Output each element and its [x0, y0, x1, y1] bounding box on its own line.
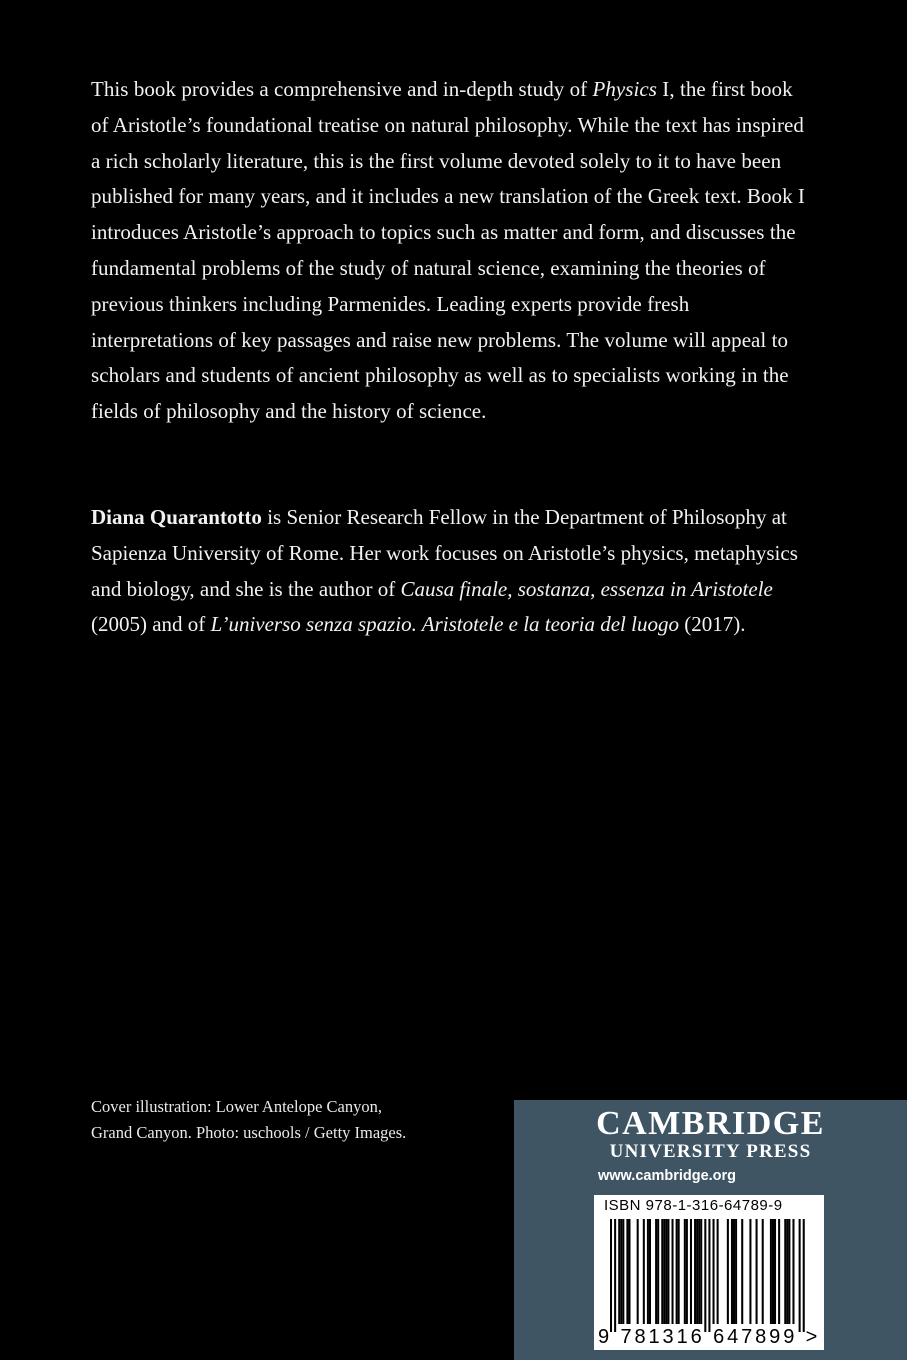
- barcode-bar: [676, 1219, 678, 1324]
- barcode-digits: 9 781316 647899 >: [598, 1326, 821, 1348]
- barcode-bar: [770, 1219, 772, 1324]
- barcode-bar: [626, 1219, 628, 1324]
- barcode-bar: [665, 1219, 667, 1324]
- barcode-box: [594, 1195, 824, 1350]
- barcode-bar: [614, 1219, 616, 1332]
- barcode-bar: [663, 1219, 665, 1324]
- barcode-bar: [667, 1219, 669, 1324]
- barcode-bar: [610, 1219, 612, 1332]
- barcode-bar: [661, 1219, 663, 1324]
- isbn-label: ISBN 978-1-316-64789-9: [604, 1197, 783, 1214]
- bio-text-1: is Senior Research Fellow in the Department of Philosophy at Sapienza University of Rome. Her work focuses on Aristotle’s physics, metaphysics and biology, and she is the author of: [91, 505, 798, 601]
- barcode-bar: [708, 1219, 710, 1332]
- barcode-bar: [735, 1219, 737, 1324]
- publisher-panel: [514, 1100, 907, 1360]
- description-text-start: This book provides a comprehensive and in-depth study of: [91, 77, 593, 101]
- barcode-bar: [762, 1219, 764, 1324]
- barcode-bar: [774, 1219, 776, 1324]
- barcode-bar: [643, 1219, 645, 1324]
- publisher-url: www.cambridge.org: [598, 1168, 737, 1184]
- barcode-bar: [696, 1219, 698, 1324]
- barcode-bar: [672, 1219, 674, 1324]
- barcode-bar: [799, 1219, 801, 1332]
- book-description: [91, 72, 811, 430]
- barcode-bar: [690, 1219, 692, 1324]
- barcode-bar: [792, 1219, 794, 1324]
- publisher-name: CAMBRIDGE: [596, 1105, 825, 1142]
- barcode-bar: [657, 1219, 659, 1324]
- barcode-bar: [684, 1219, 686, 1324]
- barcode-bar: [686, 1219, 688, 1324]
- barcode-bar: [694, 1219, 696, 1324]
- barcode-bar: [749, 1219, 751, 1324]
- barcode-bar: [788, 1219, 790, 1324]
- barcode-bar: [727, 1219, 729, 1324]
- publisher-subname: UNIVERSITY PRESS: [609, 1141, 812, 1162]
- barcode-bar: [784, 1219, 786, 1324]
- bio-work-2: L’universo senza spazio. Aristotele e la teoria del luogo: [210, 612, 679, 637]
- barcode-bar: [756, 1219, 758, 1324]
- credit-line-1: Cover illustration: Lower Antelope Canyon,: [91, 1097, 382, 1116]
- author-bio: [91, 500, 811, 643]
- author-name: Diana Quarantotto: [91, 505, 262, 529]
- bio-work-1: Causa finale, sostanza, essenza in Aristotele: [400, 576, 773, 601]
- barcode-bar: [678, 1219, 680, 1324]
- book-title-italic: Physics: [592, 77, 657, 101]
- barcode-bar: [717, 1219, 719, 1324]
- credit-line-2: Grand Canyon. Photo: uschools / Getty Images.: [91, 1123, 407, 1142]
- barcode-bar: [786, 1219, 788, 1324]
- barcode-bar: [637, 1219, 639, 1324]
- barcode-bar: [704, 1219, 706, 1332]
- barcode-bar: [655, 1219, 657, 1324]
- barcode-bar: [741, 1219, 743, 1324]
- barcode-bar: [778, 1219, 780, 1324]
- barcode-bar: [733, 1219, 735, 1324]
- barcode-bar: [622, 1219, 624, 1324]
- barcode-bar: [700, 1219, 702, 1324]
- bio-text-2: (2005) and of: [91, 612, 211, 637]
- cover-credit: [91, 1094, 511, 1146]
- barcode-bar: [628, 1219, 630, 1324]
- barcode-bar: [698, 1219, 700, 1324]
- bio-text-3: (2017).: [678, 612, 746, 637]
- barcode-bar: [803, 1219, 805, 1332]
- barcode-bar: [649, 1219, 651, 1324]
- barcode-bar: [713, 1219, 715, 1324]
- barcode-bar: [772, 1219, 774, 1324]
- description-text-rest: I, the first book of Aristotle’s foundational treatise on natural philosophy. While the text has inspired a rich scholarly literature, this is the first volume devoted solely to it to have been published for many years, and it includes a new translation of the Greek text. Book I introduces Aristotle’s approach to topics such as matter and form, and discusses the fundamental problems of the study of natural science, examining the theories of previous thinkers including Parmenides. Leading experts provide fresh interpretations of key passages and raise new problems. The volume will appeal to scholars and students of ancient philosophy as well as to specialists working in the fields of philosophy and the history of science.: [91, 77, 805, 424]
- barcode-bar: [620, 1219, 622, 1324]
- barcode-bar: [647, 1219, 649, 1324]
- barcode-bar: [731, 1219, 733, 1324]
- barcode-bar: [618, 1219, 620, 1324]
